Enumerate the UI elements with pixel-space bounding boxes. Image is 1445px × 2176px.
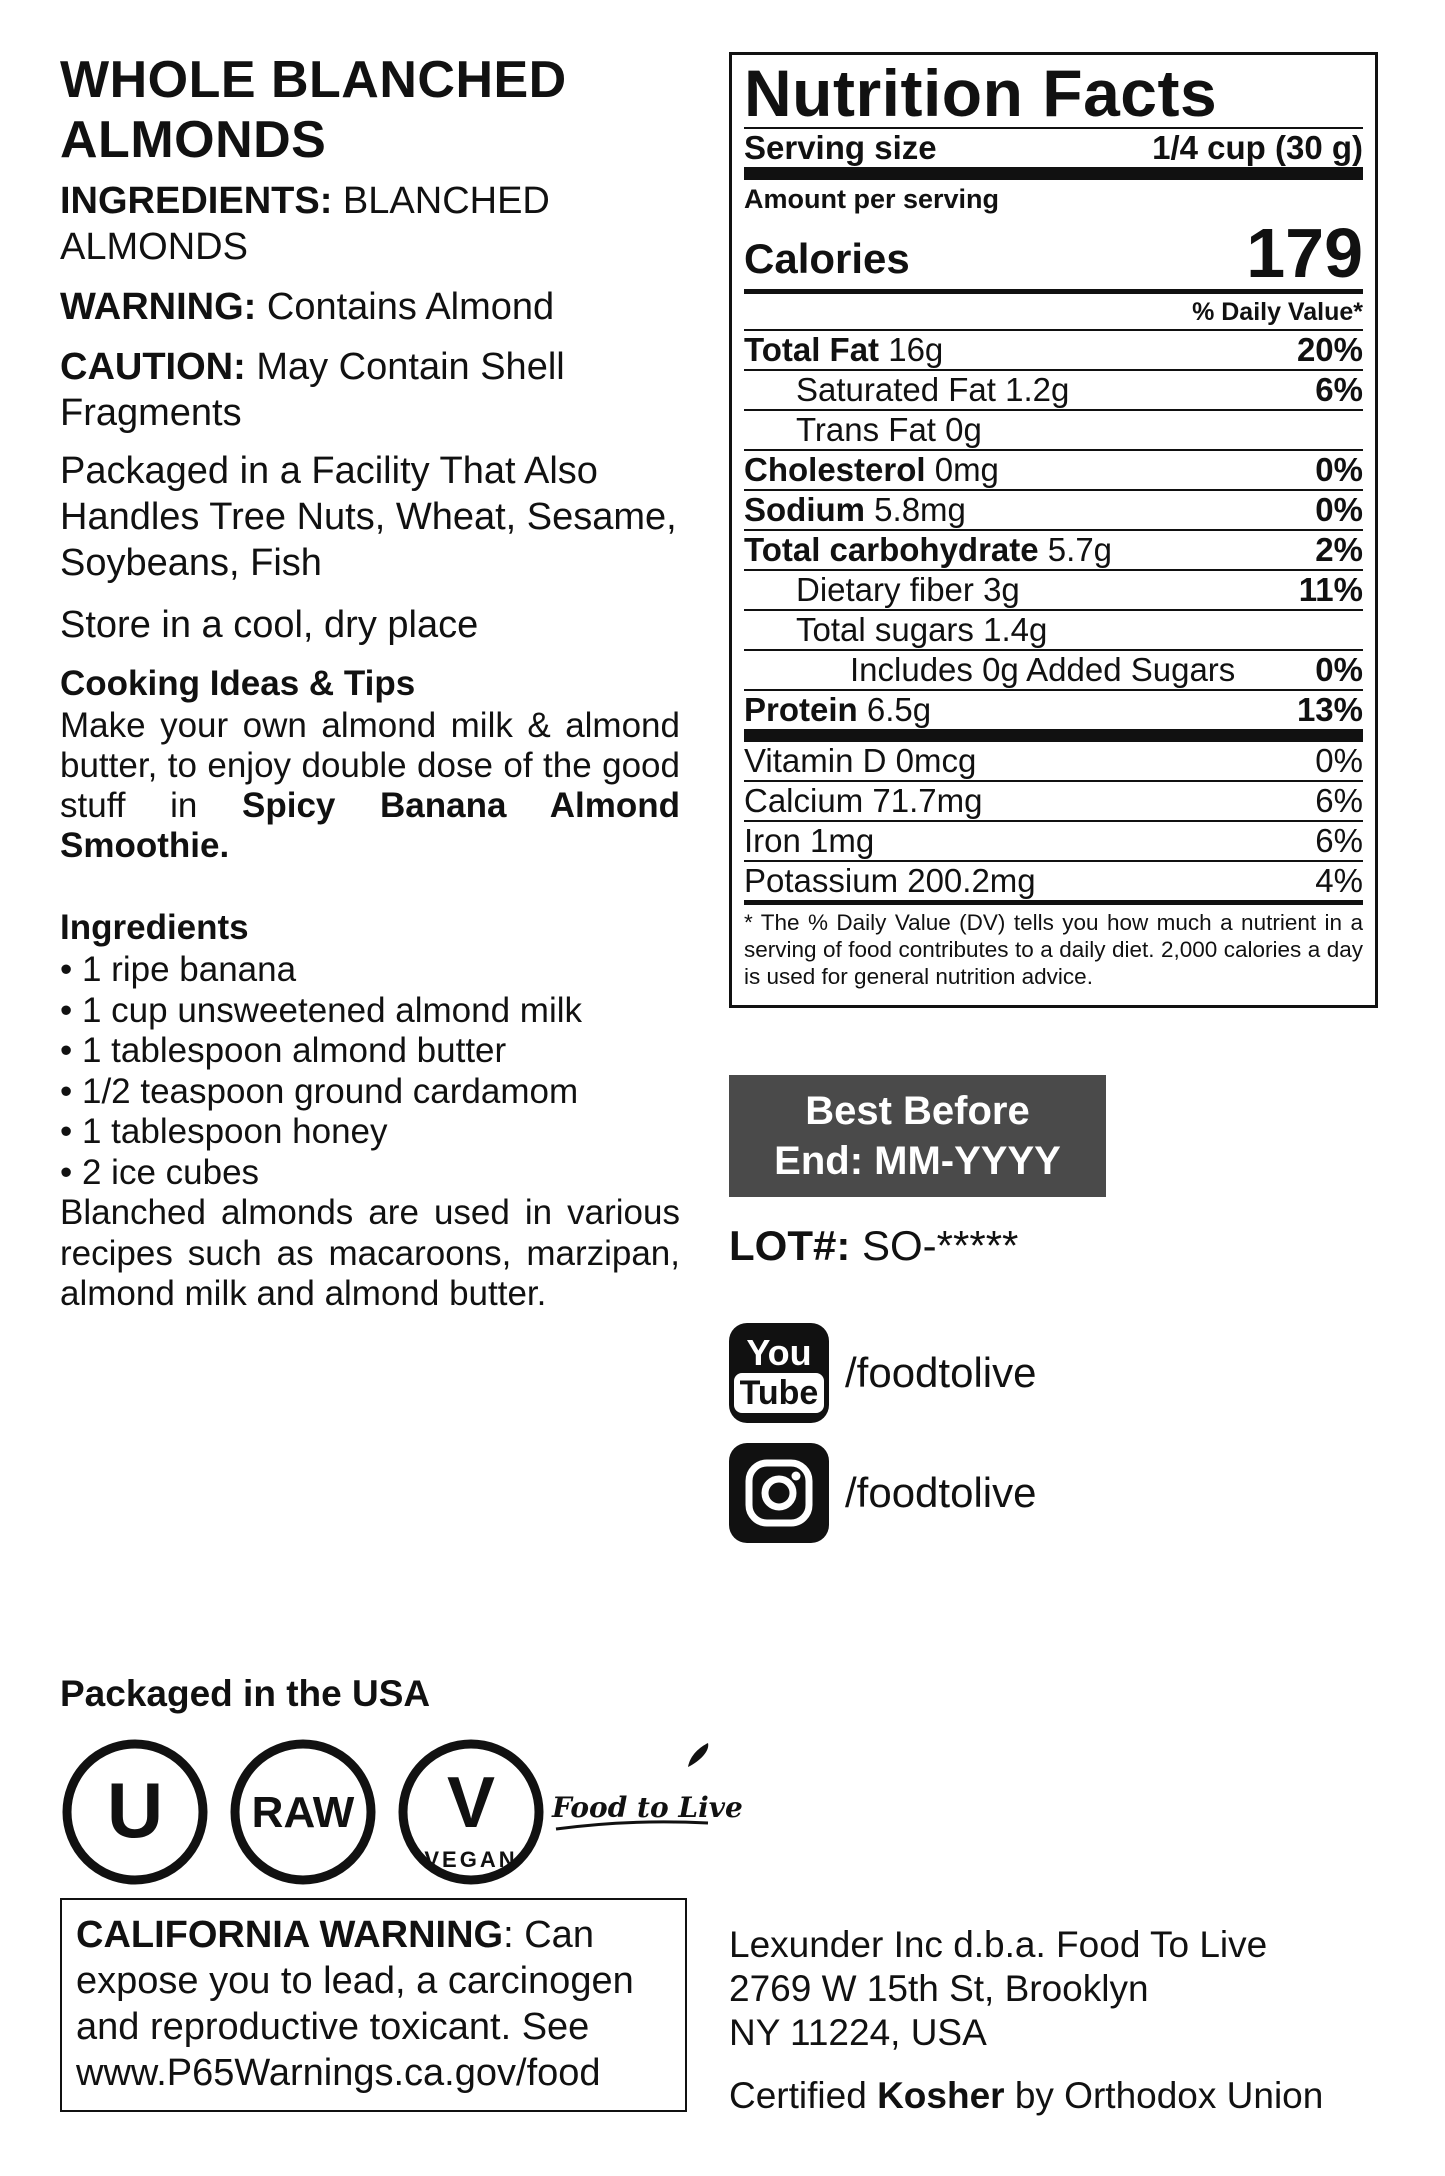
nutrient-row-added-sugars bbox=[744, 651, 1363, 691]
calories-label: Calories bbox=[744, 235, 910, 282]
nutrient-dv: 0% bbox=[1315, 491, 1363, 528]
nutrient-amount: 5.7g bbox=[1047, 531, 1113, 568]
tips-body bbox=[60, 706, 680, 866]
caution-label: CAUTION: bbox=[60, 346, 246, 388]
nutrient-amount: 1.4g bbox=[983, 611, 1048, 648]
lot-label: LOT#: bbox=[729, 1222, 851, 1269]
company-line3: NY 11224, USA bbox=[729, 2012, 987, 2053]
micronutrient-row-iron bbox=[744, 822, 1363, 862]
micronutrient-row-calcium bbox=[744, 782, 1363, 822]
youtube-icon: You Tube bbox=[729, 1323, 829, 1423]
tips-text: Make your own almond milk & almond butter, to enjoy double dose of the good stuff in bbox=[60, 706, 680, 825]
nutrient-dv: 6% bbox=[1315, 371, 1363, 408]
raw-logo bbox=[235, 1744, 371, 1880]
kosher-certification bbox=[729, 2075, 1323, 2117]
nutrient-dv: 0% bbox=[1315, 651, 1363, 688]
food-to-live-logo bbox=[551, 1743, 743, 1829]
svg-text:RAW: RAW bbox=[251, 1788, 355, 1837]
youtube-handle[interactable]: /foodtolive bbox=[845, 1349, 1037, 1396]
list-item: • 1 tablespoon almond butter bbox=[60, 1031, 582, 1072]
recipe-note: Blanched almonds are used in various recipes such as macaroons, marzipan, almond milk and almond butter. bbox=[60, 1193, 680, 1313]
calories-value: 179 bbox=[1246, 214, 1363, 292]
nutrient-label: Total carbohydrate bbox=[744, 531, 1039, 568]
youtube-link[interactable] bbox=[729, 1323, 1036, 1423]
micronutrient-dv: 4% bbox=[1315, 862, 1363, 899]
vegan-logo bbox=[403, 1744, 539, 1880]
facility-statement: Packaged in a Facility That Also Handles Tree Nuts, Wheat, Sesame, Soybeans, Fish bbox=[60, 450, 677, 584]
list-item: • 1 cup unsweetened almond milk bbox=[60, 991, 582, 1032]
nutrient-label: Trans Fat bbox=[796, 411, 936, 448]
svg-text:V: V bbox=[446, 1763, 496, 1843]
serving-size-row bbox=[744, 129, 1363, 180]
nutrient-amount: 0mg bbox=[934, 451, 999, 488]
california-warning-box bbox=[60, 1898, 687, 2112]
nutrient-dv: 0% bbox=[1315, 451, 1363, 488]
svg-text:U: U bbox=[106, 1766, 164, 1854]
company-line1: Lexunder Inc d.b.a. Food To Live bbox=[729, 1924, 1268, 1965]
warning-statement bbox=[60, 284, 680, 330]
nutrient-label: Saturated Fat bbox=[796, 371, 996, 408]
list-item: • 1 ripe banana bbox=[60, 950, 582, 991]
micronutrient-label: Calcium 71.7mg bbox=[744, 782, 983, 819]
nutrition-facts-panel bbox=[729, 52, 1378, 1008]
serving-size-value: 1/4 cup (30 g) bbox=[1152, 129, 1363, 166]
list-item: • 1 tablespoon honey bbox=[60, 1112, 582, 1153]
nutrient-label: Dietary fiber bbox=[796, 571, 974, 608]
nutrient-row-saturated-fat bbox=[744, 371, 1363, 411]
kosher-suffix: by Orthodox Union bbox=[1014, 2075, 1324, 2116]
micronutrient-dv: 6% bbox=[1315, 782, 1363, 819]
calories-row bbox=[744, 215, 1363, 294]
nutrient-dv: 20% bbox=[1296, 331, 1363, 368]
nutrient-amount: 5.8mg bbox=[874, 491, 966, 528]
nutrient-row-total-sugars bbox=[744, 611, 1363, 651]
best-before-box bbox=[729, 1075, 1106, 1197]
company-address bbox=[729, 1923, 1267, 2055]
list-item: • 2 ice cubes bbox=[60, 1153, 582, 1194]
lot-value: SO-***** bbox=[862, 1222, 1019, 1269]
tips-heading: Cooking Ideas & Tips bbox=[60, 664, 416, 703]
nutrient-amount: 16g bbox=[888, 331, 944, 368]
serving-size-label: Serving size bbox=[744, 129, 937, 166]
instagram-link[interactable] bbox=[729, 1443, 1036, 1543]
instagram-handle[interactable]: /foodtolive bbox=[845, 1469, 1037, 1516]
list-item: • 1/2 teaspoon ground cardamom bbox=[60, 1072, 582, 1113]
nutrient-row-total-carbohydrate bbox=[744, 531, 1363, 571]
kosher-bold: Kosher bbox=[877, 2075, 1005, 2116]
recipe-ingredients-heading: Ingredients bbox=[60, 908, 249, 947]
california-warning-label: CALIFORNIA WARNING bbox=[76, 1914, 504, 1956]
micronutrient-row-potassium bbox=[744, 862, 1363, 905]
micronutrient-label: Iron 1mg bbox=[744, 822, 875, 859]
nutrient-row-trans-fat bbox=[744, 411, 1363, 451]
svg-text:VEGAN: VEGAN bbox=[424, 1847, 518, 1872]
nutrient-amount: 6.5g bbox=[866, 691, 932, 728]
micronutrient-dv: 6% bbox=[1315, 822, 1363, 859]
nutrient-dv: 13% bbox=[1296, 691, 1363, 728]
tips-recipe-name: Spicy Banana Almond Smoothie. bbox=[60, 786, 680, 865]
nutrient-amount: 3g bbox=[983, 571, 1020, 608]
instagram-icon bbox=[729, 1443, 829, 1543]
nutrient-label: Sodium bbox=[744, 491, 865, 528]
nutrient-amount: 1.2g bbox=[1005, 371, 1070, 408]
nutrient-label: Total Fat bbox=[744, 331, 880, 368]
nutrient-row-cholesterol bbox=[744, 451, 1363, 491]
kosher-prefix: Certified bbox=[729, 2075, 867, 2116]
nutrient-label: Total sugars bbox=[796, 611, 974, 648]
best-before-line1: Best Before bbox=[805, 1089, 1030, 1133]
caution-text: May Contain Shell Fragments bbox=[60, 346, 565, 434]
best-before-line2: End: MM-YYYY bbox=[774, 1139, 1061, 1183]
micronutrient-label: Vitamin D 0mcg bbox=[744, 742, 977, 779]
ingredients-text: BLANCHED ALMONDS bbox=[60, 180, 550, 268]
daily-value-footnote: * The % Daily Value (DV) tells you how much a nutrient in a serving of food contributes to a daily diet. 2,000 calories a day is used for general nutrition advice. bbox=[744, 910, 1363, 989]
nutrient-dv: 11% bbox=[1298, 571, 1363, 608]
micronutrient-label: Potassium 200.2mg bbox=[744, 862, 1036, 899]
nutrition-facts-title: Nutrition Facts bbox=[744, 59, 1363, 129]
storage-statement: Store in a cool, dry place bbox=[60, 604, 479, 646]
micronutrient-dv: 0% bbox=[1315, 742, 1363, 779]
micronutrient-row-vitamin-d bbox=[744, 742, 1363, 782]
nutrient-label: Protein bbox=[744, 691, 858, 728]
company-line2: 2769 W 15th St, Brooklyn bbox=[729, 1968, 1149, 2009]
daily-value-header: % Daily Value* bbox=[744, 294, 1363, 331]
ingredients-label: INGREDIENTS: bbox=[60, 180, 333, 222]
california-warning-text: : Can expose you to lead, a carcinogen and reproductive toxicant. See www.P65Warnings.ca.gov/food bbox=[76, 1914, 634, 2094]
product-title: WHOLE BLANCHED ALMONDS bbox=[60, 51, 567, 169]
svg-text:Food to Live: Food to Live bbox=[552, 1791, 743, 1824]
nutrient-row-total-fat bbox=[744, 331, 1363, 371]
warning-label: WARNING: bbox=[60, 286, 257, 328]
kosher-ou-logo bbox=[67, 1744, 203, 1880]
nutrient-dv: 2% bbox=[1315, 531, 1363, 568]
packaged-in-country: Packaged in the USA bbox=[60, 1673, 431, 1714]
nutrient-label: Includes 0g Added Sugars bbox=[850, 651, 1236, 688]
nutrient-label: Cholesterol bbox=[744, 451, 926, 488]
caution-statement bbox=[60, 344, 680, 436]
recipe-ingredients-list bbox=[60, 950, 582, 1193]
nutrient-row-dietary-fiber bbox=[744, 571, 1363, 611]
lot-number bbox=[729, 1222, 1018, 1270]
ingredients-statement bbox=[60, 178, 680, 270]
nutrient-amount: 0g bbox=[945, 411, 982, 448]
nutrient-row-sodium bbox=[744, 491, 1363, 531]
warning-text: Contains Almond bbox=[266, 286, 555, 328]
nutrient-row-protein bbox=[744, 691, 1363, 742]
certification-logos bbox=[60, 1737, 743, 1887]
amount-per-serving-label: Amount per serving bbox=[744, 184, 1000, 214]
